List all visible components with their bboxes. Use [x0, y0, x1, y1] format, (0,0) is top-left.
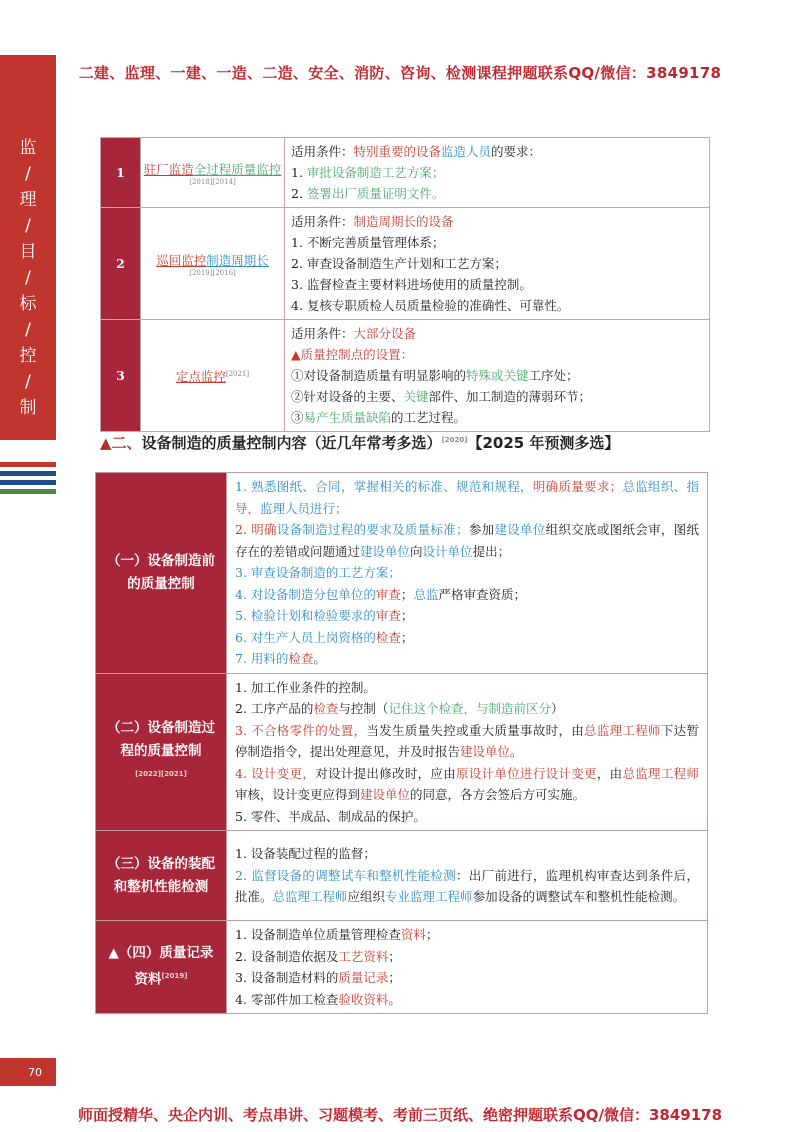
- quality-control-content-table: [95, 472, 708, 1014]
- sidebar-char: /: [25, 216, 31, 236]
- content-line: [291, 232, 703, 253]
- text-run: 工艺资料: [338, 948, 389, 964]
- text-run: 4. 复核专职质检人员质量检验的准确性、可靠性。: [291, 298, 570, 313]
- text-run: 总监: [413, 586, 439, 602]
- text-run: ①对设备制造质量有明显影响的: [291, 368, 467, 383]
- header-banner: 二建、监理、一建、一造、二造、安全、消防、咨询、检测课程押题联系QQ/微信：3849178: [78, 64, 722, 82]
- exam-year-tags: [2021]: [225, 369, 250, 378]
- decorative-stripes: [0, 462, 56, 498]
- text-run: 关键: [403, 389, 429, 404]
- text-run: 2.: [291, 186, 307, 201]
- content-line: [235, 627, 699, 649]
- stripe-blue: [0, 471, 56, 476]
- section-heading: [100, 432, 619, 453]
- exam-year-tags: [2019]: [161, 972, 188, 981]
- text-run: 2. 工序产品的: [235, 701, 314, 716]
- text-run: 审查: [375, 586, 401, 602]
- method-name-b: 制造周期长: [206, 252, 269, 268]
- row-number: 3: [101, 320, 141, 432]
- text-run: ；: [388, 970, 401, 985]
- content-line: [235, 605, 699, 627]
- text-run: 检查: [288, 651, 314, 666]
- category-label: [96, 473, 227, 674]
- text-run: 总监理工程师: [584, 722, 661, 738]
- category-label-text: （二）设备制造过程的质量控制: [107, 720, 215, 760]
- content-line: [291, 295, 703, 316]
- text-run: 签署出厂质量证明文件。: [306, 186, 445, 201]
- text-run: ，由: [596, 765, 623, 781]
- method-content: [285, 208, 710, 320]
- content-lines: [291, 323, 703, 428]
- text-run: 设计单位: [422, 543, 473, 559]
- section-title: 设备制造的质量控制内容（近几年常考多选）: [141, 434, 442, 452]
- text-run: ；: [400, 629, 414, 645]
- text-run: 应组织: [347, 889, 386, 905]
- text-run: 验收资料: [338, 991, 389, 1007]
- text-run: 5. 零件、半成品、制成品的保护。: [235, 808, 426, 824]
- text-run: ；: [425, 927, 439, 942]
- text-run: 对设计提出修改时，应由: [315, 765, 457, 781]
- text-run: 。: [510, 744, 523, 759]
- table-row: [96, 673, 708, 831]
- sidebar-char: /: [25, 320, 31, 340]
- text-run: 1. 熟悉图纸、合同，掌握相关的标准、规范和规程，: [235, 479, 533, 494]
- content-line: [235, 519, 699, 562]
- sidebar-char: 控: [19, 346, 37, 366]
- text-run: ；: [400, 586, 414, 602]
- text-run: 特别重要的设备: [353, 144, 442, 159]
- text-run: 5. 检验计划和检验要求的: [235, 608, 376, 623]
- text-run: 工序处；: [528, 368, 579, 383]
- table-row: [96, 473, 708, 674]
- text-run: 设备制造过程的要求及质量标准；: [276, 522, 469, 537]
- content-line: [235, 562, 699, 584]
- content-line: [291, 183, 703, 204]
- text-run: 下达暂停制造指令，提出处理意见，并及时报告: [235, 722, 699, 759]
- text-run: 部件、加工制造的薄弱环节；: [428, 389, 592, 404]
- text-run: 2. 审查设备制造生产计划和工艺方案；: [291, 256, 507, 271]
- content-line: [291, 386, 703, 407]
- table-row: [96, 921, 708, 1014]
- text-run: 1. 设备制造单位质量管理检查: [235, 927, 401, 942]
- table-row: [101, 208, 710, 320]
- text-run: 建设单位: [360, 787, 411, 802]
- text-run: 参加: [468, 522, 495, 537]
- exam-year-tags: [2020]: [441, 436, 468, 444]
- stripe-blue: [0, 480, 56, 485]
- content-line: [291, 141, 703, 162]
- section-prediction-note: 【2025 年预测多选】: [467, 434, 620, 452]
- text-run: 质量记录: [338, 970, 389, 985]
- text-run: 组织交底或图纸会审，图纸存在的差错或问题通过: [235, 522, 699, 559]
- content-line: [235, 763, 699, 806]
- text-run: 严格审查资质；: [438, 586, 526, 602]
- category-content: [227, 831, 708, 921]
- stripe-green: [0, 489, 56, 494]
- text-run: 2. 监督设备的调整试车和整机性能检测: [235, 867, 457, 883]
- category-content: [227, 673, 708, 831]
- text-run: 向: [410, 543, 423, 559]
- text-run: 审批设备制造工艺方案；: [306, 165, 445, 180]
- text-run: ▲质量控制点的设置：: [291, 347, 414, 362]
- text-run: 原设计单位进行设计变更: [456, 765, 597, 781]
- sidebar-char: /: [25, 372, 31, 392]
- content-line: [291, 253, 703, 274]
- text-run: 与控制（: [338, 701, 389, 716]
- content-line: [291, 274, 703, 295]
- method-name-a: 巡回监控: [156, 252, 207, 268]
- text-run: 3. 设备制造材料的: [235, 970, 339, 985]
- text-run: 的要求：: [491, 144, 542, 159]
- text-run: 1.: [291, 165, 307, 180]
- exam-year-tags: [2018][2014]: [189, 177, 236, 186]
- exam-year-tags: [2022][2021]: [135, 770, 187, 779]
- content-line: [291, 344, 703, 365]
- content-line: [235, 584, 699, 606]
- text-run: 7. 用料的: [235, 651, 289, 666]
- method-name-b: 全过程质量监控: [193, 161, 282, 177]
- text-run: 1. 不断完善质量管理体系；: [291, 235, 445, 250]
- text-run: 4. 零部件加工检查: [235, 991, 339, 1007]
- text-run: 参加设备的调整试车和整机性能检测。: [472, 889, 686, 905]
- text-run: 总监理工程师: [272, 889, 348, 905]
- footer-banner: 师面授精华、央企内训、考点串讲、习题模考、考前三页纸、绝密押题联系QQ/微信：3849178: [77, 1106, 723, 1124]
- text-run: 。: [388, 991, 401, 1007]
- text-run: 适用条件：: [291, 326, 354, 341]
- category-label-text: ▲（四）质量记录资料: [108, 945, 214, 988]
- content-line: [291, 323, 703, 344]
- text-run: ）: [550, 701, 564, 716]
- text-run: 审查: [375, 608, 401, 623]
- text-run: 。: [313, 651, 326, 666]
- content-line: [235, 476, 699, 519]
- text-run: 3. 不合格零件的处置，: [235, 722, 367, 738]
- content-lines: [291, 141, 703, 204]
- category-label-text: （一）设备制造前的质量控制: [107, 552, 215, 592]
- text-run: 4. 对设备制造分包单位的: [235, 586, 376, 602]
- text-run: ③: [291, 410, 304, 425]
- category-label: [96, 831, 227, 921]
- table-row: [101, 320, 710, 432]
- content-lines: [235, 924, 699, 1010]
- text-run: 1. 加工作业条件的控制。: [235, 679, 376, 695]
- method-name-cell: [141, 208, 285, 320]
- text-run: 的工艺过程。: [391, 410, 467, 425]
- method-content: [285, 138, 710, 208]
- content-line: [235, 720, 699, 763]
- content-line: [235, 924, 699, 946]
- text-run: 专业监理工程师: [385, 889, 473, 905]
- content-line: [291, 211, 703, 232]
- sidebar-char: /: [25, 164, 31, 184]
- content-line: [235, 843, 699, 865]
- text-run: ；: [388, 948, 401, 964]
- text-run: 3. 监督检查主要材料进场使用的质量控制。: [291, 277, 532, 292]
- text-run: 检查: [313, 701, 339, 716]
- category-content: [227, 473, 708, 674]
- text-run: 建设单位: [494, 522, 546, 537]
- text-run: ②针对设备的主要、: [291, 389, 404, 404]
- text-run: 大部分设备: [353, 326, 417, 341]
- content-line: [235, 648, 699, 670]
- text-run: 当发生质量失控或重大质量事故时，由: [366, 722, 585, 738]
- text-run: 提出；: [472, 543, 511, 559]
- content-line: [291, 365, 703, 386]
- text-run: 监造人员: [441, 144, 492, 159]
- text-run: 适用条件：: [291, 144, 354, 159]
- content-lines: [235, 476, 699, 670]
- text-run: 3. 审查设备制造的工艺方案；: [235, 565, 401, 580]
- exam-year-tags: [2019][2016]: [189, 268, 236, 277]
- sidebar-char: 目: [19, 242, 37, 262]
- method-name-a: 驻厂监造: [143, 161, 194, 177]
- category-label-text: （三）设备的装配和整机性能检测: [107, 855, 215, 895]
- sidebar-char: 标: [19, 294, 37, 314]
- category-content: [227, 921, 708, 1014]
- text-run: 总监理工程师: [622, 765, 699, 781]
- content-line: [235, 967, 699, 989]
- supervision-methods-table: [100, 137, 710, 432]
- section-marker: ▲二、: [100, 434, 142, 452]
- content-line: [235, 989, 699, 1011]
- sidebar-char: 制: [19, 398, 37, 418]
- text-run: 记住这个检查，与制造前区分: [388, 701, 551, 716]
- content-line: [235, 677, 699, 699]
- stripe-red: [0, 462, 56, 467]
- page-number: 70: [0, 1058, 56, 1086]
- text-run: 建设单位: [360, 543, 411, 559]
- text-run: 2. 设备制造依据及: [235, 948, 339, 964]
- sidebar-chapter-title: [0, 55, 56, 440]
- text-run: 检查: [375, 629, 401, 645]
- text-run: 易产生质量缺陷: [303, 410, 392, 425]
- text-run: 1. 设备装配过程的监督；: [235, 846, 376, 862]
- sidebar-char: 监: [19, 138, 37, 158]
- method-name-a: 定点监控: [175, 368, 226, 384]
- category-label: [96, 921, 227, 1014]
- sidebar-char: 理: [19, 190, 37, 210]
- text-run: 适用条件：: [291, 214, 354, 229]
- content-lines: [291, 211, 703, 316]
- content-line: [291, 162, 703, 183]
- row-number: 2: [101, 208, 141, 320]
- row-number: 1: [101, 138, 141, 208]
- text-run: 2. 明确: [235, 522, 277, 537]
- content-line: [235, 698, 699, 720]
- text-run: 6. 对生产人员上岗资格的: [235, 629, 376, 645]
- text-run: 特殊或关键: [466, 368, 529, 383]
- method-name-cell: [141, 320, 285, 432]
- sidebar-char: /: [25, 268, 31, 288]
- text-run: 资料: [400, 927, 426, 942]
- category-label: [96, 673, 227, 831]
- table-row: [96, 831, 708, 921]
- content-lines: [235, 677, 699, 828]
- content-line: [235, 806, 699, 828]
- text-run: 审核，设计变更应得到: [235, 787, 361, 802]
- content-lines: [235, 843, 699, 908]
- text-run: 4. 设计变更，: [235, 765, 316, 781]
- text-run: 制造周期长的设备: [353, 214, 454, 229]
- content-line: [291, 407, 703, 428]
- text-run: 总监组织、指导，监理人员进行；: [235, 479, 699, 516]
- content-line: [235, 946, 699, 968]
- text-run: 的同意，各方会签后方可实施。: [410, 787, 586, 802]
- content-line: [235, 865, 699, 908]
- text-run: 明确质量要求；: [532, 479, 623, 494]
- text-run: 建设单位: [460, 744, 511, 759]
- text-run: ；: [400, 608, 414, 623]
- text-run: ：出厂前进行，监理机构审查达到条件后，批准。: [235, 867, 699, 905]
- method-name-cell: [141, 138, 285, 208]
- table-row: [101, 138, 710, 208]
- method-content: [285, 320, 710, 432]
